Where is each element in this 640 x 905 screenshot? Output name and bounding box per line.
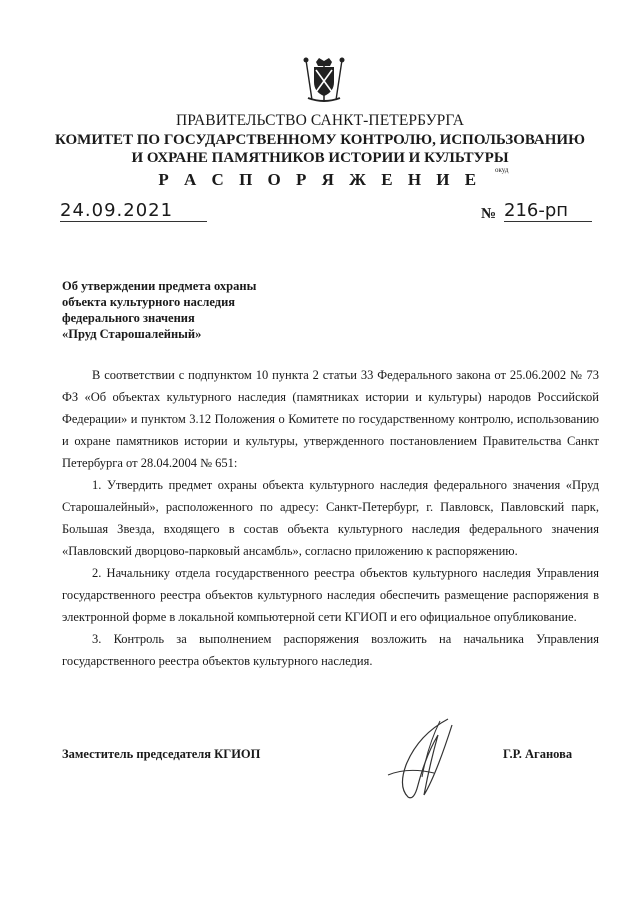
coat-of-arms-icon xyxy=(302,56,346,104)
document-number: 216-рп xyxy=(504,200,592,222)
number-label: № xyxy=(481,206,497,222)
government-name: ПРАВИТЕЛЬСТВО САНКТ-ПЕТЕРБУРГА xyxy=(175,112,465,129)
subject-line: федерального значения xyxy=(62,311,195,325)
subject-line: Об утверждении предмета охраны xyxy=(62,279,257,293)
signatory-title: Заместитель председателя КГИОП xyxy=(62,747,261,761)
signatory-name: Г.Р. Аганова xyxy=(503,747,573,761)
item-3-paragraph: 3. Контроль за выполнением распоряжения возложить на начальника Управления государственного реестра объектов культурного наследия. xyxy=(62,632,599,668)
committee-name xyxy=(0,131,640,167)
committee-line-1: КОМИТЕТ ПО ГОСУДАРСТВЕННОМУ КОНТРОЛЮ, ИСПОЛЬЗОВАНИЮ xyxy=(55,132,585,148)
okud-label: окуд xyxy=(495,166,509,174)
subject-line: «Пруд Старошалейный» xyxy=(62,327,202,341)
document-body xyxy=(62,364,599,672)
committee-line-2: И ОХРАНЕ ПАМЯТНИКОВ ИСТОРИИ И КУЛЬТУРЫ xyxy=(131,150,509,166)
item-2-paragraph: 2. Начальнику отдела государственного реестра объектов культурного наследия Управления государственного реестра объектов культурного наследия обеспечить размещение распоряжения в электронной форме в локальной компьютерной сети КГИОП и его официальное опубликование. xyxy=(62,566,599,624)
document-subject xyxy=(62,278,256,342)
preamble-paragraph: В соответствии с подпунктом 10 пункта 2 статьи 33 Федерального закона от 25.06.2002 № 73 ФЗ «Об объектах культурного наследия (памятниках истории и культуры) народов Российской Федерации» и пунктом 3.12 Положения о Комитете по государственному контролю, использованию и охране памятников истории и культуры, утвержденного постановлением Правительства Санкт Петербурга от 28.04.2004 № 651: xyxy=(62,368,599,470)
subject-line: объекта культурного наследия xyxy=(62,295,236,309)
document-type: Р А С П О Р Я Ж Е Н И Е xyxy=(158,170,482,189)
item-1-paragraph: 1. Утвердить предмет охраны объекта культурного наследия федерального значения «Пруд Старошалейный», расположенного по адресу: Санкт-Петербург, г. Павловск, Павловский парк, Большая Звезда, входящего в состав объекта культурного наследия федерального значения «Павловский дворцово-парковый ансамбль», согласно приложению к распоряжению. xyxy=(62,478,599,558)
signature-icon xyxy=(378,715,468,805)
document-date: 24.09.2021 xyxy=(60,200,207,222)
